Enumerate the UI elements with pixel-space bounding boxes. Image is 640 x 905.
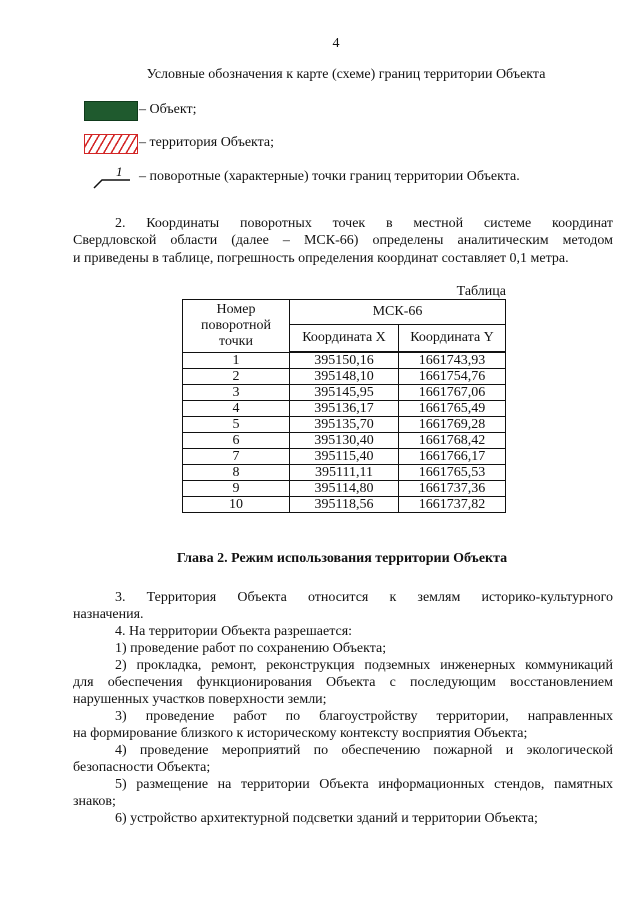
coordinate-y: 1661766,17	[399, 449, 506, 465]
paragraph-3-line2: назначения.	[73, 607, 144, 622]
coordinates-table	[182, 299, 506, 513]
header-coordinate-system: МСК-66	[290, 300, 506, 325]
point-number: 4	[183, 401, 290, 417]
item-2-line1: 2) прокладка, ремонт, реконструкция подземных инженерных коммуникаций	[115, 658, 613, 673]
table-row	[183, 352, 506, 369]
table-row	[183, 497, 506, 513]
table-row	[183, 433, 506, 449]
point-number: 5	[183, 417, 290, 433]
table-row	[183, 369, 506, 385]
paragraph-4: 4. На территории Объекта разрешается:	[115, 624, 353, 639]
table-row	[183, 385, 506, 401]
point-number: 7	[183, 449, 290, 465]
table-row	[183, 449, 506, 465]
item-2-line3: нарушенных участков поверхности земли;	[73, 692, 327, 707]
territory-hatch-icon	[84, 134, 138, 154]
point-number: 10	[183, 497, 290, 513]
chapter-title: Глава 2. Режим использования территории Объекта	[176, 551, 508, 566]
table-caption: Таблица	[456, 284, 506, 299]
header-point-number: Номер поворотной точки	[183, 300, 290, 353]
coordinate-x: 395150,16	[290, 352, 399, 369]
page-number: 4	[332, 36, 340, 51]
legend-title: Условные обозначения к карте (схеме) границ территории Объекта	[146, 67, 546, 82]
legend-label-turning-point: – поворотные (характерные) точки границ территории Объекта.	[139, 169, 520, 184]
section2-line2: Свердловской области (далее – МСК-66) определены аналитическим методом	[73, 233, 613, 248]
turning-point-number: 1	[116, 164, 123, 179]
item-2-line2: для обеспечения функционирования Объекта с последующим восстановлением	[73, 675, 613, 690]
item-3-line1: 3) проведение работ по благоустройству территории, направленных	[115, 709, 613, 724]
coordinate-x: 395145,95	[290, 385, 399, 401]
table-row	[183, 417, 506, 433]
item-4-line1: 4) проведение мероприятий по обеспечению пожарной и экологической	[115, 743, 613, 758]
section2-line1: 2. Координаты поворотных точек в местной системе координат	[115, 216, 613, 231]
coordinate-y: 1661768,42	[399, 433, 506, 449]
coordinate-y: 1661737,82	[399, 497, 506, 513]
coordinate-y: 1661765,53	[399, 465, 506, 481]
header-coordinate-x: Координата X	[290, 325, 399, 353]
coordinate-y: 1661767,06	[399, 385, 506, 401]
coordinate-y: 1661754,76	[399, 369, 506, 385]
coordinate-x: 395130,40	[290, 433, 399, 449]
legend-label-object: – Объект;	[139, 102, 197, 117]
point-number: 9	[183, 481, 290, 497]
object-swatch-icon	[84, 101, 138, 121]
coordinate-y: 1661737,36	[399, 481, 506, 497]
item-3-line2: на формирование близкого к историческому контексту восприятия Объекта;	[73, 726, 528, 741]
coordinate-x: 395118,56	[290, 497, 399, 513]
point-number: 8	[183, 465, 290, 481]
item-5-line2: знаков;	[73, 794, 116, 809]
section2-line3: и приведены в таблице, погрешность определения координат составляет 0,1 метра.	[73, 251, 569, 266]
coordinate-x: 395111,11	[290, 465, 399, 481]
header-coordinate-y: Координата Y	[399, 325, 506, 353]
turning-point-icon	[92, 164, 134, 192]
coordinate-y: 1661743,93	[399, 352, 506, 369]
point-number: 3	[183, 385, 290, 401]
table-row	[183, 481, 506, 497]
legend-label-territory: – территория Объекта;	[139, 135, 275, 150]
coordinate-x: 395136,17	[290, 401, 399, 417]
item-5-line1: 5) размещение на территории Объекта информационных стендов, памятных	[115, 777, 613, 792]
coordinate-x: 395135,70	[290, 417, 399, 433]
point-number: 6	[183, 433, 290, 449]
table-row	[183, 401, 506, 417]
paragraph-3-line1: 3. Территория Объекта относится к землям историко-культурного	[115, 590, 613, 605]
coordinate-x: 395114,80	[290, 481, 399, 497]
coordinate-y: 1661765,49	[399, 401, 506, 417]
point-number: 2	[183, 369, 290, 385]
table-row	[183, 465, 506, 481]
item-6: 6) устройство архитектурной подсветки зданий и территории Объекта;	[115, 811, 538, 826]
item-4-line2: безопасности Объекта;	[73, 760, 211, 775]
coordinate-x: 395115,40	[290, 449, 399, 465]
item-1: 1) проведение работ по сохранению Объекта;	[115, 641, 387, 656]
point-number: 1	[183, 352, 290, 369]
coordinate-x: 395148,10	[290, 369, 399, 385]
coordinate-y: 1661769,28	[399, 417, 506, 433]
